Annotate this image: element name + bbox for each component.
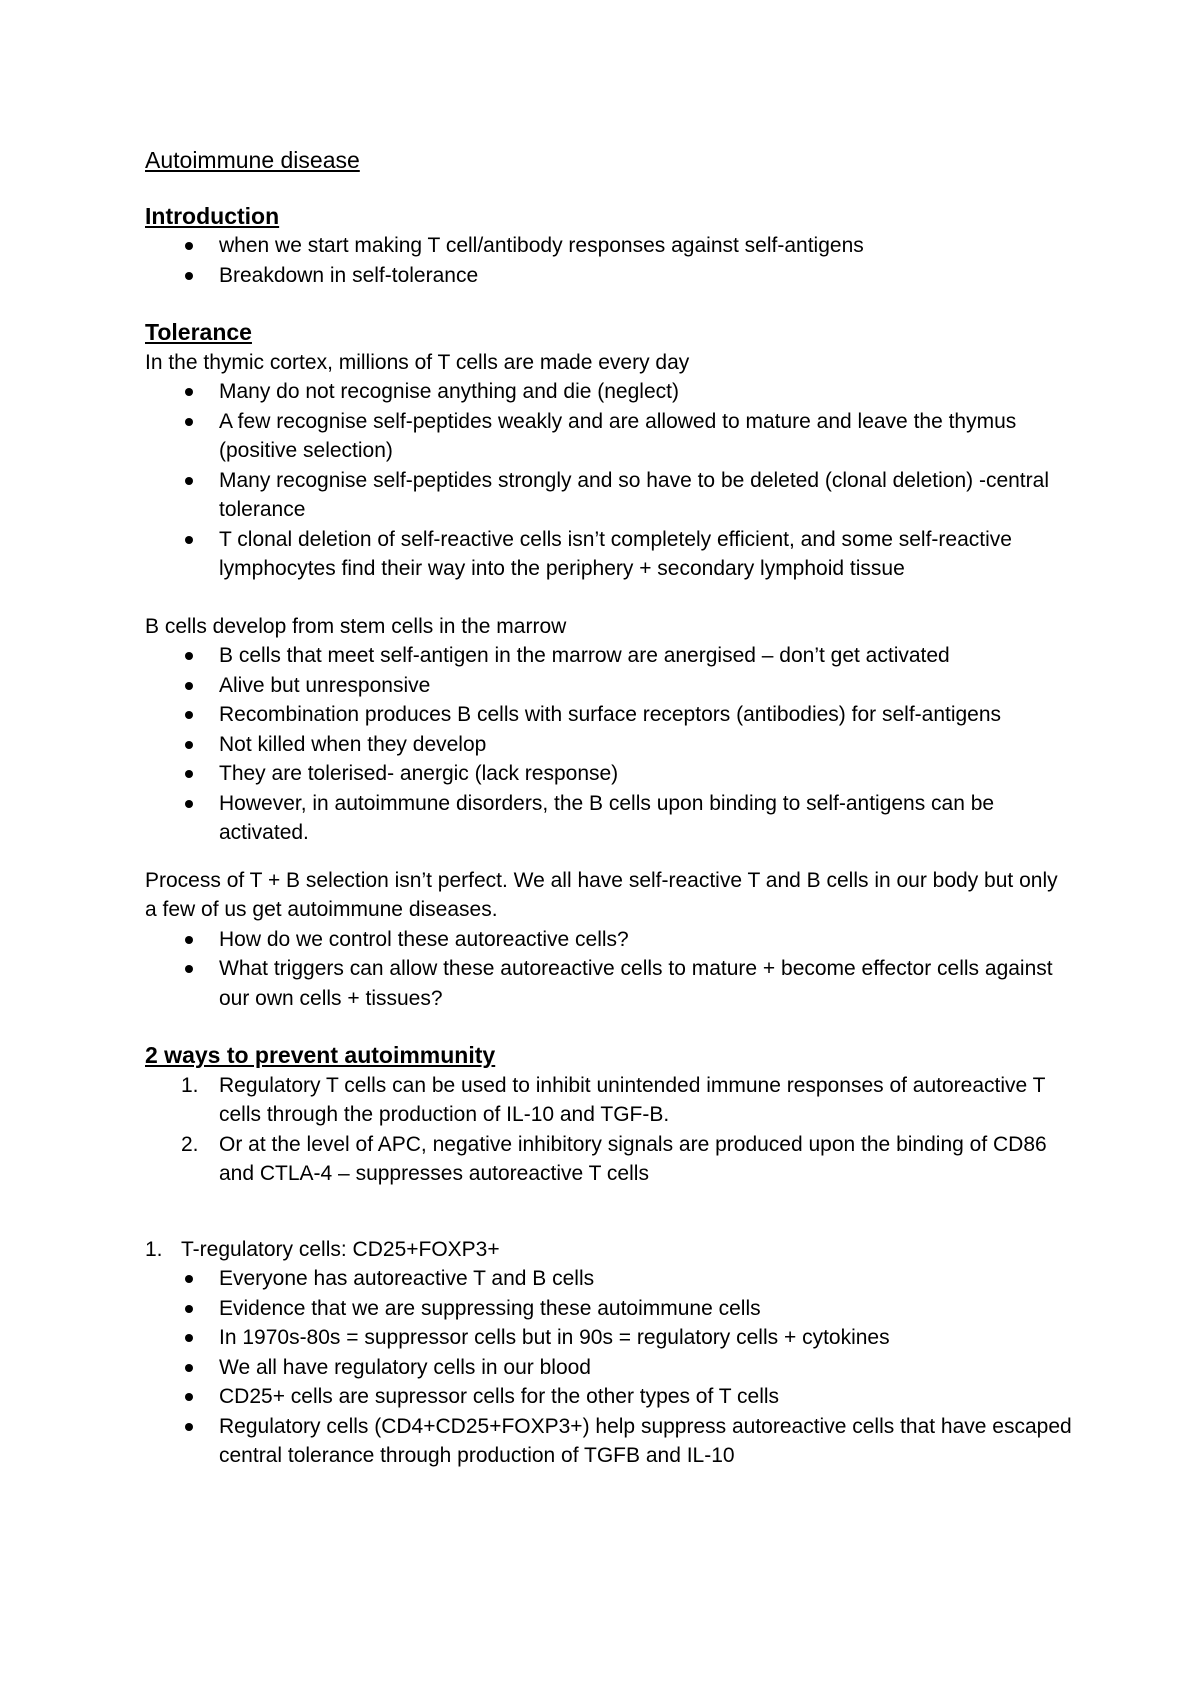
bcells-lead: B cells develop from stem cells in the marrow <box>145 614 567 638</box>
intro-heading: Introduction <box>145 202 280 229</box>
list-item: Regulatory cells (CD4+CD25+FOXP3+) help suppress autoreactive cells that have escaped central tolerance through production of TGFB and IL-10 <box>145 1412 1075 1471</box>
list-item: How do we control these autoreactive cells? <box>145 925 1075 955</box>
list-item: We all have regulatory cells in our blood <box>145 1353 1075 1383</box>
tolerance-lead: In the thymic cortex, millions of T cells are made every day <box>145 350 690 374</box>
list-number: 1. <box>145 1237 163 1261</box>
list-item: They are tolerised- anergic (lack response) <box>145 759 1075 789</box>
list-item <box>145 1235 1075 1265</box>
list-item: Evidence that we are suppressing these autoimmune cells <box>145 1294 1075 1324</box>
tolerance-heading: Tolerance <box>145 319 252 345</box>
list-item: CD25+ cells are supressor cells for the other types of T cells <box>145 1382 1075 1412</box>
list-item: Breakdown in self-tolerance <box>145 261 1075 291</box>
prevent-heading: 2 ways to prevent autoimmunity <box>145 1042 496 1068</box>
intro-list <box>145 231 1075 290</box>
list-item <box>145 1071 1075 1130</box>
list-item: However, in autoimmune disorders, the B cells upon binding to self-antigens can be activated. <box>145 789 1075 848</box>
list-item: Many recognise self-peptides strongly and so have to be deleted (clonal deletion) -central tolerance <box>145 466 1075 525</box>
prevent-list <box>145 1071 1075 1189</box>
treg-label: T-regulatory cells: CD25+FOXP3+ <box>181 1237 500 1261</box>
list-item: Not killed when they develop <box>145 730 1075 760</box>
list-item: when we start making T cell/antibody responses against self-antigens <box>145 231 1075 261</box>
list-text: Or at the level of APC, negative inhibitory signals are produced upon the binding of CD86 and CTLA-4 – suppresses autoreactive T cells <box>219 1132 1047 1185</box>
document-title: Autoimmune disease <box>145 147 360 173</box>
tolerance-list <box>145 377 1075 584</box>
list-item: T clonal deletion of self-reactive cells isn’t completely efficient, and some self-reactive lymphocytes find their way into the periphery + secondary lymphoid tissue <box>145 525 1075 584</box>
list-text: Regulatory T cells can be used to inhibit unintended immune responses of autoreactive T cells through the production of IL-10 and TGF-B. <box>219 1073 1046 1126</box>
process-list <box>145 925 1075 1014</box>
process-lead: Process of T + B selection isn’t perfect. We all have self-reactive T and B cells in our body but only a few of us get autoimmune diseases. <box>145 868 1058 921</box>
treg-section <box>145 1235 1075 1265</box>
list-item: A few recognise self-peptides weakly and are allowed to mature and leave the thymus (positive selection) <box>145 407 1075 466</box>
bcells-list <box>145 641 1075 848</box>
list-item: In 1970s-80s = suppressor cells but in 90s = regulatory cells + cytokines <box>145 1323 1075 1353</box>
list-item: B cells that meet self-antigen in the marrow are anergised – don’t get activated <box>145 641 1075 671</box>
document-body <box>145 146 1075 1471</box>
list-item: Everyone has autoreactive T and B cells <box>145 1264 1075 1294</box>
list-item <box>145 1130 1075 1189</box>
list-number: 2. <box>181 1132 199 1156</box>
treg-list <box>145 1264 1075 1471</box>
list-number: 1. <box>181 1073 199 1097</box>
list-item: Recombination produces B cells with surface receptors (antibodies) for self-antigens <box>145 700 1075 730</box>
list-item: Many do not recognise anything and die (neglect) <box>145 377 1075 407</box>
list-item: What triggers can allow these autoreactive cells to mature + become effector cells against our own cells + tissues? <box>145 954 1075 1013</box>
list-item: Alive but unresponsive <box>145 671 1075 701</box>
